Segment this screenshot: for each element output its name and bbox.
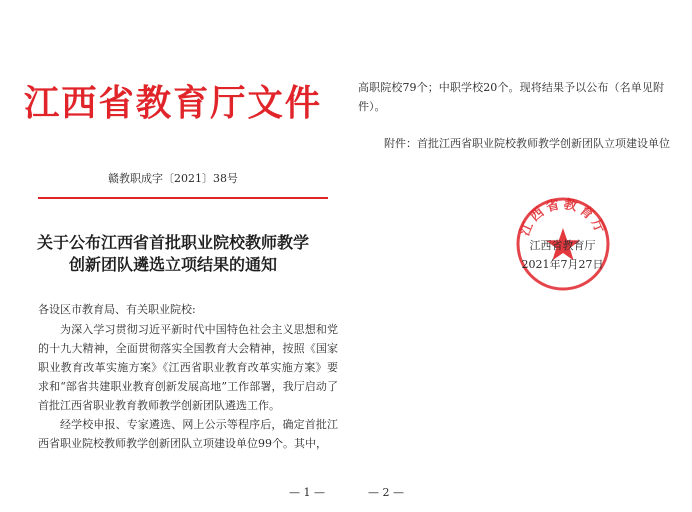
title-line-2: 创新团队遴选立项结果的通知 [68,255,277,274]
seal-text-path: 江西省教育厅 [517,197,609,239]
document-number: 赣教职成字〔2021〕38号 [108,172,238,185]
title-line-1: 关于公布江西省首批职业院校教师教学 [36,233,309,252]
document-masthead: 江西省教育厅文件 [24,83,322,124]
red-divider-line [38,197,328,199]
page-number-right: — 2 — [368,486,404,499]
document-title [0,232,346,276]
paragraph-1: 为深入学习贯彻习近平新时代中国特色社会主义思想和党的十九大精神，全面贯彻落实全国教育大会精神，按照《国家职业教育改革实施方案》《江西省职业教育改革实施方案》要求和“部省共建职业教育创新发展高地”工作部署，我厅启动了首批江西省职业教育教师教学创新团队遴选工作。 [38,323,338,412]
page-number-left: — 1 — [289,486,325,499]
addressee: 各设区市教育局、有关职业院校: [38,303,196,316]
issuer-signature: 江西省教育厅 [529,239,596,252]
issue-date: 2021年7月27日 [521,258,604,271]
attachment-line: 附件：首批江西省职业院校教师教学创新团队立项建设单位 [384,137,670,150]
body-text-left [38,320,338,453]
body-text-right: 高职院校79个；中职学校20个。现将结果予以公布（名单见附件）。 [358,81,664,113]
paragraph-2: 经学校申报、专家遴选、网上公示等程序后，确定首批江西省职业院校教师教学创新团队立项建设单位99个。其中， [38,418,338,450]
